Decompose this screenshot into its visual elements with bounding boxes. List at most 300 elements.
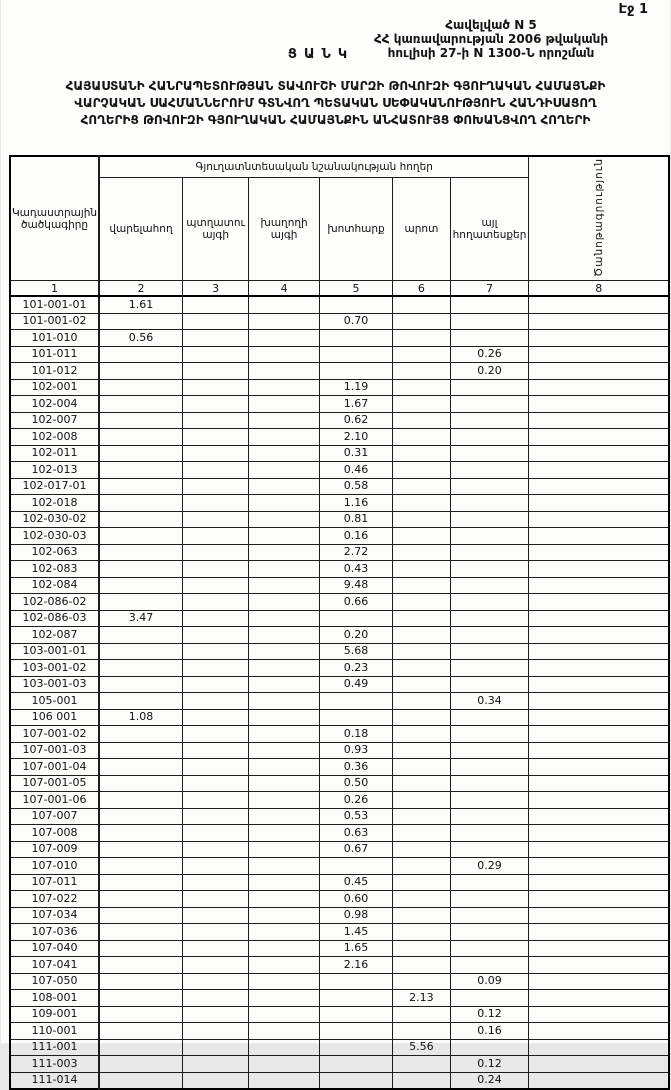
cell-value: [249, 1006, 319, 1023]
cell-value: [393, 511, 450, 528]
cell-value: [529, 775, 669, 792]
cell-value: 1.16: [319, 495, 392, 512]
cell-value: [393, 792, 450, 809]
cell-cadastral-code: 102-008: [10, 429, 99, 446]
cell-value: [393, 874, 450, 891]
cell-value: [249, 577, 319, 594]
cell-cadastral-code: 102-030-02: [10, 511, 99, 528]
cell-cadastral-code: 107-009: [10, 841, 99, 858]
cell-value: [99, 792, 182, 809]
cell-value: [450, 313, 529, 330]
table-row: [10, 495, 669, 512]
cell-value: [529, 759, 669, 776]
cell-value: [99, 775, 182, 792]
cell-value: [450, 610, 529, 627]
cell-value: [393, 594, 450, 611]
table-row: [10, 957, 669, 974]
table-row: [10, 396, 669, 413]
cell-cadastral-code: 102-084: [10, 577, 99, 594]
cell-value: [182, 759, 248, 776]
cell-value: [99, 676, 182, 693]
cell-value: 0.36: [319, 759, 392, 776]
cell-value: [99, 379, 182, 396]
cell-value: [529, 610, 669, 627]
cell-value: 1.61: [99, 296, 182, 313]
cell-value: [529, 676, 669, 693]
cell-value: [99, 1006, 182, 1023]
cell-value: [393, 808, 450, 825]
cell-value: [182, 907, 248, 924]
cell-value: [393, 363, 450, 380]
cell-value: [450, 544, 529, 561]
cell-value: [529, 742, 669, 759]
cell-value: [249, 660, 319, 677]
cell-cadastral-code: 107-050: [10, 973, 99, 990]
cell-value: [99, 594, 182, 611]
cell-value: [529, 891, 669, 908]
table-row: [10, 676, 669, 693]
cell-value: [182, 775, 248, 792]
cell-value: [450, 726, 529, 743]
cell-value: [393, 412, 450, 429]
table-header: [10, 156, 669, 296]
cell-value: [249, 973, 319, 990]
cell-cadastral-code: 103-001-02: [10, 660, 99, 677]
cell-value: [182, 313, 248, 330]
cell-value: [393, 726, 450, 743]
cell-cadastral-code: 107-011: [10, 874, 99, 891]
cell-value: [393, 627, 450, 644]
cell-value: [450, 396, 529, 413]
table-row: [10, 825, 669, 842]
cell-value: [529, 379, 669, 396]
table-row: [10, 891, 669, 908]
cell-value: [182, 643, 248, 660]
cell-value: [249, 412, 319, 429]
table-row: [10, 874, 669, 891]
table-row: [10, 610, 669, 627]
cell-value: [529, 709, 669, 726]
cell-value: [99, 973, 182, 990]
cell-value: 2.10: [319, 429, 392, 446]
cell-value: [99, 577, 182, 594]
appendix-line: Հավելված N 5: [445, 18, 537, 32]
cell-value: [182, 726, 248, 743]
table-row: [10, 759, 669, 776]
cell-value: [99, 825, 182, 842]
cell-value: [99, 462, 182, 479]
table-row: [10, 429, 669, 446]
cell-value: [249, 858, 319, 875]
cell-value: 0.43: [319, 561, 392, 578]
cell-value: [99, 511, 182, 528]
cell-cadastral-code: 102-011: [10, 445, 99, 462]
cell-value: [393, 891, 450, 908]
cell-value: [99, 759, 182, 776]
cell-value: [99, 528, 182, 545]
cell-value: [182, 742, 248, 759]
cell-value: 0.16: [450, 1023, 529, 1040]
cell-value: 1.08: [99, 709, 182, 726]
table-row: [10, 907, 669, 924]
cell-value: [393, 528, 450, 545]
cell-value: [182, 511, 248, 528]
cell-value: [249, 643, 319, 660]
cell-value: [182, 379, 248, 396]
cell-value: [393, 330, 450, 347]
cell-cadastral-code: 107-022: [10, 891, 99, 908]
cell-value: [99, 874, 182, 891]
cell-value: 0.62: [319, 412, 392, 429]
cell-value: [99, 891, 182, 908]
column-number-cell: 8: [529, 281, 669, 297]
cell-value: [529, 445, 669, 462]
cell-cadastral-code: 101-012: [10, 363, 99, 380]
cell-value: [319, 693, 392, 710]
cell-value: [319, 973, 392, 990]
column-number-cell: 4: [249, 281, 319, 297]
table-row: [10, 742, 669, 759]
cell-value: [393, 973, 450, 990]
cell-value: [182, 808, 248, 825]
cell-value: [529, 874, 669, 891]
cell-cadastral-code: 103-001-03: [10, 676, 99, 693]
cell-value: 0.26: [319, 792, 392, 809]
cell-value: [450, 924, 529, 941]
cell-value: [393, 346, 450, 363]
cell-value: [450, 907, 529, 924]
appendix-line: ՀՀ կառավարության 2006 թվականի: [373, 32, 609, 46]
cell-value: [182, 346, 248, 363]
cell-value: 0.98: [319, 907, 392, 924]
cell-value: [450, 841, 529, 858]
cell-value: [529, 841, 669, 858]
cell-value: [319, 610, 392, 627]
cell-cadastral-code: 102-086-02: [10, 594, 99, 611]
cell-cadastral-code: 105-001: [10, 693, 99, 710]
land-table: [9, 155, 670, 1090]
cell-value: [393, 1072, 450, 1089]
cell-value: [529, 726, 669, 743]
column-number-cell: 7: [450, 281, 529, 297]
cell-value: [99, 412, 182, 429]
cell-value: [450, 808, 529, 825]
cell-value: [249, 379, 319, 396]
cell-value: [99, 1056, 182, 1073]
cell-value: [529, 792, 669, 809]
table-row: [10, 924, 669, 941]
column-number-cell: 5: [319, 281, 392, 297]
cell-value: [393, 957, 450, 974]
cell-value: [529, 990, 669, 1007]
cell-value: [450, 940, 529, 957]
cell-value: [393, 742, 450, 759]
cell-value: [529, 858, 669, 875]
cell-value: [529, 643, 669, 660]
cell-value: 0.09: [450, 973, 529, 990]
cell-value: [450, 825, 529, 842]
cell-value: [182, 1023, 248, 1040]
cell-value: [529, 627, 669, 644]
cell-value: [529, 544, 669, 561]
cell-value: [393, 561, 450, 578]
cell-value: [249, 445, 319, 462]
cell-cadastral-code: 107-001-05: [10, 775, 99, 792]
cell-value: [319, 330, 392, 347]
cell-value: [249, 561, 319, 578]
cell-value: [99, 1072, 182, 1089]
cell-value: [182, 429, 248, 446]
cell-value: [249, 346, 319, 363]
table-row: [10, 990, 669, 1007]
cell-value: [450, 296, 529, 313]
cell-value: [393, 693, 450, 710]
table-row: [10, 643, 669, 660]
list-heading: ՑԱՆԿ: [287, 47, 355, 62]
cell-value: [182, 462, 248, 479]
cell-value: [393, 841, 450, 858]
cell-value: 0.53: [319, 808, 392, 825]
cell-value: [529, 924, 669, 941]
cell-value: [393, 610, 450, 627]
cell-value: [393, 940, 450, 957]
cell-value: [450, 561, 529, 578]
cell-cadastral-code: 102-030-03: [10, 528, 99, 545]
cell-value: [249, 363, 319, 380]
cell-value: [249, 429, 319, 446]
cell-value: [182, 330, 248, 347]
cell-value: [182, 990, 248, 1007]
cell-value: 1.19: [319, 379, 392, 396]
cell-value: [450, 1039, 529, 1056]
cell-value: [249, 742, 319, 759]
table-row: [10, 1072, 669, 1089]
cell-cadastral-code: 109-001: [10, 1006, 99, 1023]
cell-value: [319, 346, 392, 363]
cell-value: [182, 825, 248, 842]
cell-cadastral-code: 102-001: [10, 379, 99, 396]
cell-value: [450, 330, 529, 347]
cell-value: [249, 874, 319, 891]
cell-value: [529, 940, 669, 957]
cell-value: [393, 709, 450, 726]
cell-value: [319, 363, 392, 380]
cell-value: [393, 445, 450, 462]
cell-value: [450, 676, 529, 693]
cell-value: [450, 874, 529, 891]
cell-value: [529, 561, 669, 578]
cell-value: [529, 1039, 669, 1056]
table-row: [10, 940, 669, 957]
cell-value: [182, 478, 248, 495]
cell-value: [182, 396, 248, 413]
cell-value: [249, 940, 319, 957]
cell-value: [249, 610, 319, 627]
cell-value: [249, 775, 319, 792]
cell-value: [182, 296, 248, 313]
cell-cadastral-code: 106 001: [10, 709, 99, 726]
cell-value: [450, 594, 529, 611]
cell-value: [249, 528, 319, 545]
table-body: [10, 296, 669, 1089]
cell-value: [529, 907, 669, 924]
cell-value: [99, 742, 182, 759]
cell-value: [249, 330, 319, 347]
cell-value: [529, 346, 669, 363]
cell-value: [249, 313, 319, 330]
table-row: [10, 528, 669, 545]
cell-value: 0.31: [319, 445, 392, 462]
cell-value: [99, 544, 182, 561]
code-column-header: Կադաստրային ծածկագիրը: [10, 156, 99, 281]
cell-value: [182, 544, 248, 561]
cell-value: 0.20: [319, 627, 392, 644]
cell-value: [319, 1023, 392, 1040]
cell-value: [249, 1023, 319, 1040]
cell-value: [182, 577, 248, 594]
cell-value: [99, 693, 182, 710]
table-row: [10, 726, 669, 743]
cell-value: 0.67: [319, 841, 392, 858]
cell-value: [249, 511, 319, 528]
cell-value: 0.46: [319, 462, 392, 479]
cell-value: [319, 858, 392, 875]
cell-value: [319, 1072, 392, 1089]
column-number-cell: 6: [393, 281, 450, 297]
cell-value: [393, 296, 450, 313]
document-title-line: ՀՈՂԵՐԻՑ ԹՈՎՈՒԶԻ ԳՅՈՒՂԱԿԱՆ ՀԱՄԱՅՆՔԻՆ ԱՆՀԱՏՈՒՅՑ ՓՈԽԱՆՑՎՈՂ ՀՈՂԵՐԻ: [80, 113, 591, 127]
cell-value: [99, 1023, 182, 1040]
cell-value: 0.24: [450, 1072, 529, 1089]
cell-value: [450, 957, 529, 974]
table-row: [10, 313, 669, 330]
cell-value: [529, 594, 669, 611]
cell-value: 0.12: [450, 1006, 529, 1023]
table-row: [10, 363, 669, 380]
cell-value: [249, 907, 319, 924]
cell-value: [319, 1039, 392, 1056]
table-row: [10, 693, 669, 710]
cell-cadastral-code: 102-017-01: [10, 478, 99, 495]
cell-value: 2.16: [319, 957, 392, 974]
cell-value: [393, 544, 450, 561]
cell-value: [450, 429, 529, 446]
cell-value: [99, 346, 182, 363]
cell-value: [393, 1056, 450, 1073]
cell-value: [450, 990, 529, 1007]
cell-cadastral-code: 101-001-01: [10, 296, 99, 313]
cell-cadastral-code: 107-001-06: [10, 792, 99, 809]
cell-value: 0.20: [450, 363, 529, 380]
cell-value: [393, 907, 450, 924]
cell-value: [182, 1006, 248, 1023]
cell-value: [529, 528, 669, 545]
cell-value: 0.70: [319, 313, 392, 330]
cell-value: [450, 511, 529, 528]
cell-value: [450, 660, 529, 677]
cell-value: 2.72: [319, 544, 392, 561]
cell-value: [249, 957, 319, 974]
cell-value: [529, 313, 669, 330]
cell-cadastral-code: 111-001: [10, 1039, 99, 1056]
cell-value: [393, 825, 450, 842]
cell-cadastral-code: 101-011: [10, 346, 99, 363]
cell-value: [249, 478, 319, 495]
table-row: [10, 841, 669, 858]
cell-value: 0.26: [450, 346, 529, 363]
table-row: [10, 330, 669, 347]
cell-value: [529, 1056, 669, 1073]
cell-value: [249, 462, 319, 479]
cell-value: [529, 462, 669, 479]
cell-cadastral-code: 101-010: [10, 330, 99, 347]
cell-value: 0.34: [450, 693, 529, 710]
table-row: [10, 296, 669, 313]
cell-value: [319, 709, 392, 726]
table-row: [10, 775, 669, 792]
cell-value: [182, 676, 248, 693]
cell-value: [393, 775, 450, 792]
cell-value: [393, 924, 450, 941]
cell-value: [529, 429, 669, 446]
cell-value: [182, 412, 248, 429]
table-row: [10, 412, 669, 429]
note-column-header: [529, 156, 669, 281]
cell-value: [529, 660, 669, 677]
table-row: [10, 511, 669, 528]
cell-value: 5.56: [393, 1039, 450, 1056]
cell-value: [249, 726, 319, 743]
page-number: Էջ 1: [618, 2, 648, 17]
subheader-cell: այլ հողատեսքեր: [450, 178, 529, 281]
cell-value: [99, 808, 182, 825]
table-row: [10, 577, 669, 594]
cell-value: [99, 858, 182, 875]
cell-value: [393, 396, 450, 413]
cell-value: [450, 643, 529, 660]
cell-value: [99, 478, 182, 495]
cell-value: [529, 495, 669, 512]
cell-value: 0.66: [319, 594, 392, 611]
cell-value: [182, 1039, 248, 1056]
column-number-row: [10, 281, 669, 297]
document-title: [1, 78, 670, 129]
cell-value: [182, 445, 248, 462]
cell-value: [529, 1006, 669, 1023]
table-row: [10, 1006, 669, 1023]
cell-value: 0.12: [450, 1056, 529, 1073]
cell-value: [249, 1056, 319, 1073]
cell-cadastral-code: 108-001: [10, 990, 99, 1007]
table-row: [10, 462, 669, 479]
cell-value: [99, 940, 182, 957]
cell-value: [249, 891, 319, 908]
cell-value: 0.50: [319, 775, 392, 792]
cell-value: [249, 544, 319, 561]
cell-cadastral-code: 102-018: [10, 495, 99, 512]
cell-value: 0.45: [319, 874, 392, 891]
cell-cadastral-code: 111-014: [10, 1072, 99, 1089]
cell-value: [529, 412, 669, 429]
cell-cadastral-code: 102-086-03: [10, 610, 99, 627]
cell-cadastral-code: 107-001-03: [10, 742, 99, 759]
cell-value: [529, 973, 669, 990]
cell-value: [393, 478, 450, 495]
cell-value: [529, 957, 669, 974]
cell-cadastral-code: 107-001-04: [10, 759, 99, 776]
document-title-line: ՀԱՅԱՍՏԱՆԻ ՀԱՆՐԱՊԵՏՈՒԹՅԱՆ ՏԱՎՈՒՇԻ ՄԱՐԶԻ ԹՈՎՈՒԶԻ ԳՅՈՒՂԱԿԱՆ ՀԱՄԱՅՆՔԻ: [65, 79, 606, 93]
cell-cadastral-code: 107-041: [10, 957, 99, 974]
